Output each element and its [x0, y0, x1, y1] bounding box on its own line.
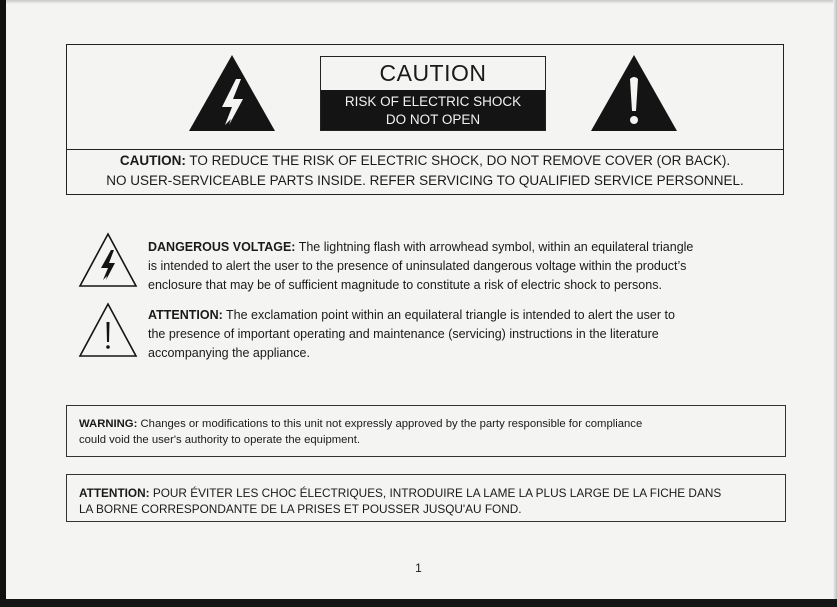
page-binding-edge: [0, 0, 6, 607]
page-top-edge: [6, 0, 837, 4]
caution-subtitle-line2: DO NOT OPEN: [385, 112, 481, 127]
dangerous-voltage-notice: DANGEROUS VOLTAGE: The lightning flash with arrowhead symbol, within an equilateral triangle is intended to alert the user to the presence of uninsulated dangerous voltage within the product’s enclosure that may be of sufficient magnitude to constitute a risk of electric shock to persons.: [148, 240, 694, 292]
caution-subtitle: [321, 90, 545, 130]
caution-subtitle-line1: RISK OF ELECTRIC SHOCK: [344, 94, 522, 109]
caution-statement-line1: CAUTION: TO REDUCE THE RISK OF ELECTRIC SHOCK, DO NOT REMOVE COVER (OR BACK).: [119, 153, 731, 168]
caution-label: [320, 56, 546, 131]
warning-label: WARNING:: [79, 418, 138, 430]
caution-title: CAUTION: [379, 60, 487, 86]
attention-french-label: ATTENTION:: [79, 486, 150, 500]
page-bottom-edge: [0, 599, 837, 607]
attention-notice: ATTENTION: The exclamation point within an equilateral triangle is intended to alert the user to the presence of important operating and maintenance (servicing) instructions in the literature accompanying the appliance.: [148, 308, 675, 360]
lightning-outline-icon: [78, 232, 138, 288]
caution-statement: [67, 151, 783, 191]
warning-box: WARNING: Changes or modifications to this unit not expressly approved by the party responsible for compliance could void the user's authority to operate the equipment.: [66, 405, 786, 457]
caution-symbol-row: [67, 45, 783, 150]
caution-statement-line2: NO USER-SERVICEABLE PARTS INSIDE. REFER SERVICING TO QUALIFIED SERVICE PERSONNEL.: [106, 173, 744, 188]
attention-french-box: ATTENTION: POUR ÉVITER LES CHOC ÉLECTRIQUES, INTRODUIRE LA LAME LA PLUS LARGE DE LA FICHE DANS LA BORNE CORRESPONDANTE DE LA PRISES ET POUSSER JUSQU'AU FOND.: [66, 474, 786, 522]
dangerous-voltage-label: DANGEROUS VOLTAGE:: [148, 240, 296, 254]
exclamation-warning-icon: [589, 53, 679, 133]
exclamation-outline-icon: [78, 302, 138, 358]
attention-label: ATTENTION:: [148, 308, 223, 322]
page-right-edge: [833, 0, 837, 607]
caution-panel: [66, 44, 784, 195]
lightning-warning-icon: [187, 53, 277, 133]
caution-statement-label: CAUTION:: [119, 153, 186, 168]
page-number: 1: [415, 561, 422, 575]
